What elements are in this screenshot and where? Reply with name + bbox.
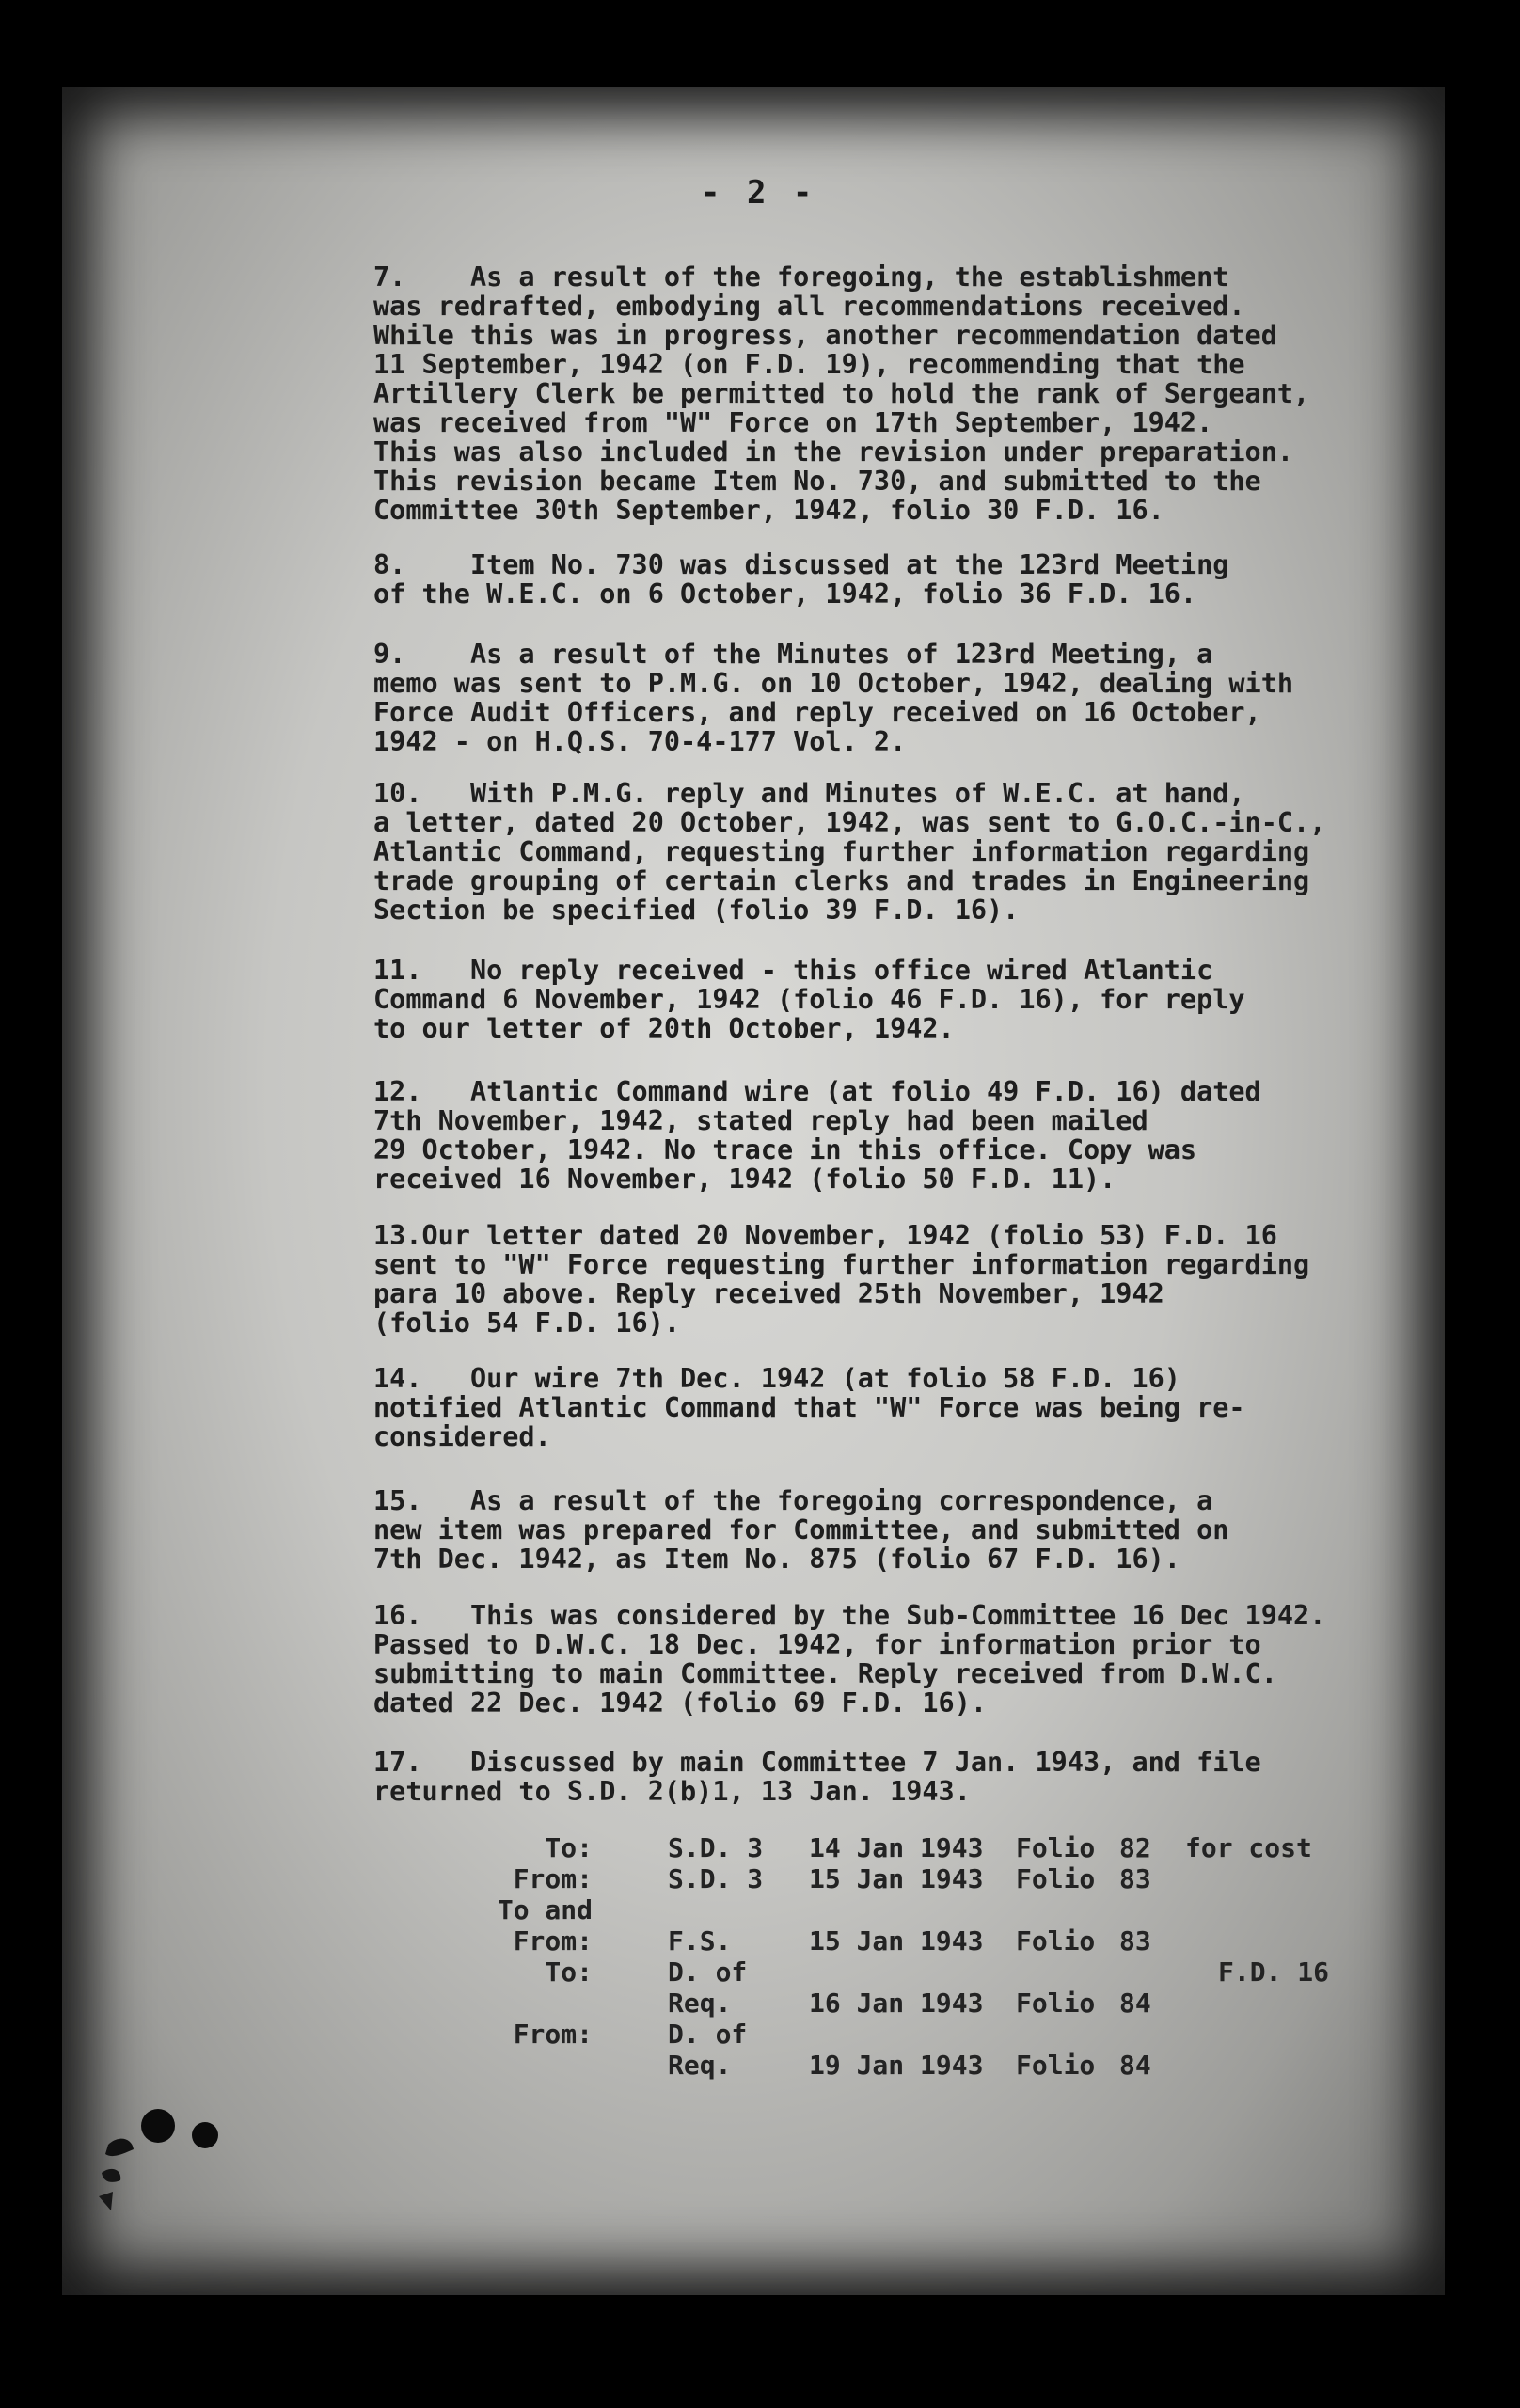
routing-date [809, 1956, 1016, 1988]
text-line: 12. Atlantic Command wire (at folio 49 F.D. 16) dated [373, 1076, 1261, 1107]
routing-office: S.D. 3 [668, 1863, 764, 1894]
text-line: memo was sent to P.M.G. on 10 October, 1942, dealing with [373, 668, 1294, 699]
text-line: While this was in progress, another recommendation dated [373, 320, 1277, 351]
routing-date: 16 Jan 1943 [809, 1988, 984, 2019]
routing-direction: To: [545, 1832, 593, 1863]
routing-folio: 83 [1119, 1925, 1151, 1956]
routing-folio-label [1016, 1956, 1119, 1988]
text-line: 1942 - on H.Q.S. 70-4-177 Vol. 2. [373, 726, 907, 757]
routing-folio-label [1016, 1894, 1119, 1925]
paragraph-p12 [373, 1077, 1389, 1194]
text-line: 11. No reply received - this office wired Atlantic [373, 955, 1213, 986]
paragraph-p15 [373, 1486, 1389, 1574]
paragraph-p8 [373, 550, 1389, 609]
text-line: 17. Discussed by main Committee 7 Jan. 1943, and file [373, 1747, 1261, 1778]
text-line: Command 6 November, 1942 (folio 46 F.D. 16), for reply [373, 984, 1245, 1015]
routing-folio [1119, 1894, 1185, 1925]
text-line: new item was prepared for Committee, and submitted on [373, 1514, 1229, 1545]
text-line: 8. Item No. 730 was discussed at the 123rd Meeting [373, 549, 1229, 580]
text-line: 16. This was considered by the Sub-Committee 16 Dec 1942. [373, 1600, 1326, 1631]
routing-note [1185, 1925, 1411, 1956]
routing-row [376, 1925, 1411, 1956]
text-line: This was also included in the revision under preparation. [373, 436, 1294, 467]
text-line: 29 October, 1942. No trace in this office. Copy was [373, 1134, 1197, 1165]
text-line: Atlantic Command, requesting further information regarding [373, 836, 1310, 867]
text-line: 7. As a result of the foregoing, the establishment [373, 261, 1229, 293]
routing-note: for cost [1185, 1832, 1312, 1863]
routing-date: 14 Jan 1943 [809, 1832, 984, 1863]
routing-row [376, 2050, 1411, 2081]
routing-office: Req. [668, 1988, 732, 2019]
text-line: para 10 above. Reply received 25th November, 1942 [373, 1278, 1164, 1309]
routing-direction: To and [497, 1894, 593, 1925]
paragraph-p10 [373, 779, 1389, 925]
routing-office: F.S. [668, 1925, 732, 1956]
routing-direction: From: [513, 2019, 593, 2050]
routing-direction: From: [513, 1863, 593, 1894]
routing-folio-label [1016, 2019, 1119, 2050]
routing-office: D. of [668, 2019, 748, 2050]
text-line: 14. Our wire 7th Dec. 1942 (at folio 58 F.D. 16) [373, 1363, 1180, 1394]
text-line: returned to S.D. 2(b)1, 13 Jan. 1943. [373, 1776, 971, 1807]
text-line: (folio 54 F.D. 16). [373, 1307, 681, 1339]
text-line: This revision became Item No. 730, and submitted to the [373, 466, 1261, 497]
routing-folio: 84 [1119, 2050, 1151, 2081]
routing-row [376, 1988, 1411, 2019]
routing-office [668, 1894, 809, 1925]
routing-folio: 83 [1119, 1863, 1151, 1894]
text-line: of the W.E.C. on 6 October, 1942, folio 36 F.D. 16. [373, 578, 1197, 610]
text-line: considered. [373, 1421, 551, 1452]
routing-folio-label: Folio [1016, 1863, 1096, 1894]
text-line: 10. With P.M.G. reply and Minutes of W.E.C. at hand, [373, 778, 1245, 809]
paragraph-p17 [373, 1748, 1389, 1806]
text-line: trade grouping of certain clerks and trades in Engineering [373, 865, 1310, 896]
paragraph-p11 [373, 956, 1389, 1043]
scan-border [0, 2295, 1520, 2408]
routing-folio-label: Folio [1016, 2050, 1096, 2081]
text-line: 11 September, 1942 (on F.D. 19), recommending that the [373, 349, 1245, 380]
routing-row [376, 1863, 1411, 1894]
text-line: dated 22 Dec. 1942 (folio 69 F.D. 16). [373, 1687, 988, 1719]
paragraph-p14 [373, 1364, 1389, 1451]
text-line: Force Audit Officers, and reply received on 16 October, [373, 697, 1261, 728]
text-line: a letter, dated 20 October, 1942, was sent to G.O.C.-in-C., [373, 807, 1326, 838]
text-line: to our letter of 20th October, 1942. [373, 1013, 955, 1044]
routing-note [1185, 1988, 1411, 2019]
text-line: 7th Dec. 1942, as Item No. 875 (folio 67 F.D. 16). [373, 1544, 1180, 1575]
routing-folio-label: Folio [1016, 1988, 1096, 2019]
routing-direction [376, 1988, 668, 2019]
routing-folio-label: Folio [1016, 1832, 1096, 1863]
text-line: Committee 30th September, 1942, folio 30 F.D. 16. [373, 495, 1164, 526]
text-line: was redrafted, embodying all recommendations received. [373, 291, 1245, 322]
paragraph-p16 [373, 1601, 1389, 1718]
routing-note [1185, 2050, 1411, 2081]
routing-file-reference: F.D. 16 [1218, 1956, 1330, 1988]
routing-note [1185, 2019, 1411, 2050]
routing-folio: 82 [1119, 1832, 1151, 1863]
routing-office: S.D. 3 [668, 1832, 764, 1863]
text-line: Passed to D.W.C. 18 Dec. 1942, for information prior to [373, 1629, 1261, 1660]
routing-folio [1119, 2019, 1185, 2050]
routing-office: Req. [668, 2050, 732, 2081]
text-line: Artillery Clerk be permitted to hold the rank of Sergeant, [373, 378, 1310, 409]
routing-row [376, 2019, 1411, 2050]
text-line: sent to "W" Force requesting further information regarding [373, 1249, 1310, 1280]
paragraph-p9 [373, 640, 1389, 756]
routing-date: 15 Jan 1943 [809, 1925, 984, 1956]
routing-date [809, 2019, 1016, 2050]
text-line: 13.Our letter dated 20 November, 1942 (folio 53) F.D. 16 [373, 1220, 1277, 1251]
routing-date: 15 Jan 1943 [809, 1863, 984, 1894]
routing-folio [1119, 1956, 1185, 1988]
page-number: - 2 - [701, 174, 816, 212]
paragraph-p13 [373, 1221, 1389, 1338]
text-line: 15. As a result of the foregoing correspondence, a [373, 1485, 1213, 1516]
text-line: 9. As a result of the Minutes of 123rd Meeting, a [373, 639, 1213, 670]
text-line: 7th November, 1942, stated reply had been mailed [373, 1105, 1148, 1136]
routing-folio: 84 [1119, 1988, 1151, 2019]
routing-folio-label: Folio [1016, 1925, 1096, 1956]
ink-blot-marks [85, 2107, 254, 2248]
text-line: was received from "W" Force on 17th September, 1942. [373, 407, 1213, 438]
routing-date: 19 Jan 1943 [809, 2050, 984, 2081]
routing-row [376, 1894, 1411, 1925]
routing-office: D. of [668, 1956, 748, 1988]
routing-direction [376, 2050, 668, 2081]
text-line: submitting to main Committee. Reply received from D.W.C. [373, 1658, 1277, 1689]
text-line: Section be specified (folio 39 F.D. 16). [373, 895, 1020, 926]
routing-date [809, 1894, 1016, 1925]
routing-note [1185, 1863, 1411, 1894]
routing-note [1185, 1894, 1411, 1925]
routing-direction: To: [545, 1956, 593, 1988]
routing-row [376, 1832, 1411, 1863]
text-line: received 16 November, 1942 (folio 50 F.D. 11). [373, 1164, 1116, 1195]
routing-direction: From: [513, 1925, 593, 1956]
paragraph-p7 [373, 262, 1389, 525]
text-line: notified Atlantic Command that "W" Force was being re- [373, 1392, 1245, 1423]
